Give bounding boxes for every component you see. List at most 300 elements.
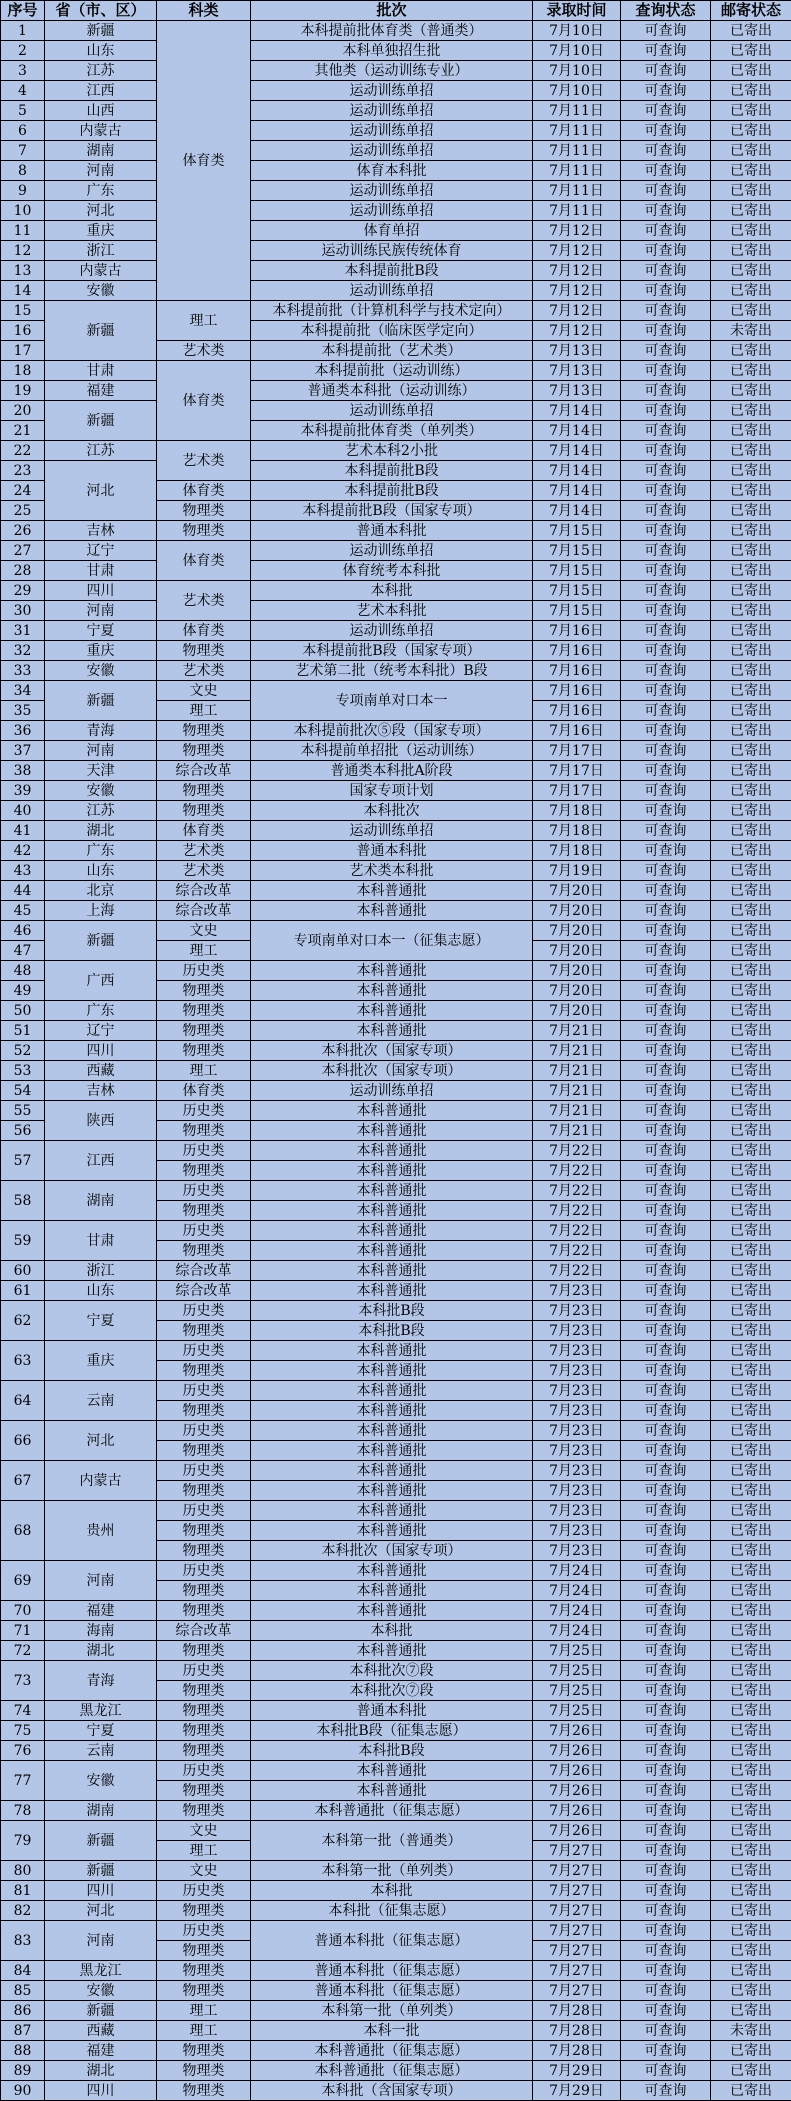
table-row (1, 201, 791, 221)
query-status-cell: 可查询 (621, 1581, 711, 1601)
mail-status-cell: 已寄出 (711, 1761, 791, 1781)
mail-status-cell: 已寄出 (711, 1041, 791, 1061)
province-cell: 青海 (45, 721, 157, 741)
category-cell: 综合改革 (157, 1261, 251, 1281)
query-status-cell: 可查询 (621, 1121, 711, 1141)
category-cell: 综合改革 (157, 1621, 251, 1641)
category-cell: 历史类 (157, 1181, 251, 1201)
query-status-cell: 可查询 (621, 1501, 711, 1521)
query-status-cell: 可查询 (621, 861, 711, 881)
batch-cell: 本科提前批B段 (251, 461, 533, 481)
batch-cell: 本科批次⑦段 (251, 1681, 533, 1701)
admit-time-cell: 7月22日 (533, 1161, 621, 1181)
batch-cell: 本科普通批 (251, 1161, 533, 1181)
mail-status-cell: 已寄出 (711, 481, 791, 501)
table-row (1, 301, 791, 321)
province-cell: 云南 (45, 1381, 157, 1421)
mail-status-cell: 已寄出 (711, 441, 791, 461)
admit-time-cell: 7月27日 (533, 1841, 621, 1861)
province-cell: 甘肃 (45, 361, 157, 381)
batch-cell: 本科普通批 (251, 1361, 533, 1381)
admit-time-cell: 7月23日 (533, 1521, 621, 1541)
category-cell: 历史类 (157, 1881, 251, 1901)
row-number: 24 (1, 481, 45, 501)
province-cell: 甘肃 (45, 561, 157, 581)
province-cell: 新疆 (45, 1821, 157, 1861)
admit-time-cell: 7月21日 (533, 1041, 621, 1061)
row-number: 19 (1, 381, 45, 401)
query-status-cell: 可查询 (621, 281, 711, 301)
category-cell: 文史 (157, 1861, 251, 1881)
mail-status-cell: 已寄出 (711, 1921, 791, 1941)
row-number: 38 (1, 761, 45, 781)
category-cell: 历史类 (157, 1561, 251, 1581)
province-cell: 广东 (45, 1001, 157, 1021)
batch-cell: 本科普通批 (251, 1201, 533, 1221)
province-cell: 福建 (45, 1601, 157, 1621)
province-cell: 山东 (45, 41, 157, 61)
province-cell: 西藏 (45, 2021, 157, 2041)
province-cell: 天津 (45, 761, 157, 781)
mail-status-cell: 已寄出 (711, 361, 791, 381)
query-status-cell: 可查询 (621, 1541, 711, 1561)
mail-status-cell: 已寄出 (711, 2061, 791, 2081)
query-status-cell: 可查询 (621, 1441, 711, 1461)
row-number: 42 (1, 841, 45, 861)
batch-cell: 本科普通批 (251, 1261, 533, 1281)
admit-time-cell: 7月23日 (533, 1541, 621, 1561)
table-row (1, 2061, 791, 2081)
province-cell: 宁夏 (45, 1301, 157, 1341)
mail-status-cell: 已寄出 (711, 581, 791, 601)
admit-time-cell: 7月10日 (533, 21, 621, 41)
query-status-cell: 可查询 (621, 1161, 711, 1181)
mail-status-cell: 已寄出 (711, 1621, 791, 1641)
mail-status-cell: 已寄出 (711, 1201, 791, 1221)
batch-cell: 本科普通批 (251, 1121, 533, 1141)
admit-time-cell: 7月28日 (533, 2021, 621, 2041)
admit-time-cell: 7月23日 (533, 1421, 621, 1441)
admit-time-cell: 7月26日 (533, 1801, 621, 1821)
header-mail-status: 邮寄状态 (711, 1, 791, 21)
admit-time-cell: 7月12日 (533, 221, 621, 241)
batch-cell: 本科提前批B段 (251, 261, 533, 281)
row-number: 53 (1, 1061, 45, 1081)
batch-cell: 本科提前批体育类（普通类） (251, 21, 533, 41)
row-number: 79 (1, 1821, 45, 1861)
mail-status-cell: 已寄出 (711, 521, 791, 541)
row-number: 32 (1, 641, 45, 661)
batch-cell: 体育单招 (251, 221, 533, 241)
province-cell: 四川 (45, 1041, 157, 1061)
row-number: 84 (1, 1961, 45, 1981)
province-cell: 广东 (45, 841, 157, 861)
category-cell: 艺术类 (157, 581, 251, 621)
admit-time-cell: 7月14日 (533, 441, 621, 461)
admit-time-cell: 7月24日 (533, 1581, 621, 1601)
category-cell: 体育类 (157, 1081, 251, 1101)
category-cell: 物理类 (157, 1941, 251, 1961)
row-number: 26 (1, 521, 45, 541)
batch-cell: 本科提前批B段 (251, 481, 533, 501)
province-cell: 河南 (45, 601, 157, 621)
mail-status-cell: 已寄出 (711, 841, 791, 861)
mail-status-cell: 已寄出 (711, 1461, 791, 1481)
province-cell: 福建 (45, 2041, 157, 2061)
row-number: 85 (1, 1981, 45, 2001)
mail-status-cell: 已寄出 (711, 1101, 791, 1121)
query-status-cell: 可查询 (621, 961, 711, 981)
table-row (1, 1061, 791, 1081)
batch-cell: 国家专项计划 (251, 781, 533, 801)
mail-status-cell: 已寄出 (711, 241, 791, 261)
query-status-cell: 可查询 (621, 1741, 711, 1761)
province-cell: 内蒙古 (45, 1461, 157, 1501)
mail-status-cell: 已寄出 (711, 1581, 791, 1601)
mail-status-cell: 已寄出 (711, 1941, 791, 1961)
table-row (1, 1621, 791, 1641)
table-row (1, 1921, 791, 1941)
category-cell: 历史类 (157, 1661, 251, 1681)
batch-cell: 本科提前批（艺术类） (251, 341, 533, 361)
admit-time-cell: 7月11日 (533, 201, 621, 221)
mail-status-cell: 已寄出 (711, 721, 791, 741)
batch-cell: 本科普通批 (251, 1761, 533, 1781)
admit-time-cell: 7月17日 (533, 741, 621, 761)
query-status-cell: 可查询 (621, 1621, 711, 1641)
province-cell: 河北 (45, 1421, 157, 1461)
admit-time-cell: 7月19日 (533, 861, 621, 881)
province-cell: 浙江 (45, 1261, 157, 1281)
admit-time-cell: 7月15日 (533, 541, 621, 561)
batch-cell: 本科普通批 (251, 1561, 533, 1581)
table-row (1, 381, 791, 401)
table-row (1, 261, 791, 281)
table-row (1, 921, 791, 941)
admit-time-cell: 7月18日 (533, 841, 621, 861)
batch-cell: 本科第一批（单列类） (251, 1861, 533, 1881)
query-status-cell: 可查询 (621, 1781, 711, 1801)
row-number: 67 (1, 1461, 45, 1501)
admit-time-cell: 7月15日 (533, 521, 621, 541)
batch-cell: 运动训练单招 (251, 401, 533, 421)
province-cell: 四川 (45, 581, 157, 601)
admit-time-cell: 7月10日 (533, 61, 621, 81)
query-status-cell: 可查询 (621, 1941, 711, 1961)
batch-cell: 普通类本科批（运动训练） (251, 381, 533, 401)
admit-time-cell: 7月22日 (533, 1181, 621, 1201)
mail-status-cell: 已寄出 (711, 861, 791, 881)
query-status-cell: 可查询 (621, 2061, 711, 2081)
mail-status-cell: 已寄出 (711, 881, 791, 901)
table-row (1, 1281, 791, 1301)
query-status-cell: 可查询 (621, 1381, 711, 1401)
province-cell: 河南 (45, 161, 157, 181)
province-cell: 河北 (45, 461, 157, 521)
mail-status-cell: 已寄出 (711, 701, 791, 721)
table-row (1, 241, 791, 261)
category-cell: 历史类 (157, 1461, 251, 1481)
query-status-cell: 可查询 (621, 601, 711, 621)
province-cell: 湖南 (45, 1801, 157, 1821)
admit-time-cell: 7月12日 (533, 321, 621, 341)
category-cell: 物理类 (157, 1641, 251, 1661)
mail-status-cell: 已寄出 (711, 461, 791, 481)
row-number: 80 (1, 1861, 45, 1881)
batch-cell: 本科提前批（临床医学定向） (251, 321, 533, 341)
province-cell: 山东 (45, 1281, 157, 1301)
query-status-cell: 可查询 (621, 561, 711, 581)
category-cell: 物理类 (157, 1581, 251, 1601)
province-cell: 江苏 (45, 441, 157, 461)
admit-time-cell: 7月23日 (533, 1461, 621, 1481)
mail-status-cell: 已寄出 (711, 1781, 791, 1801)
query-status-cell: 可查询 (621, 181, 711, 201)
province-cell: 河南 (45, 1561, 157, 1601)
table-row (1, 901, 791, 921)
batch-cell: 专项南单对口本一 (251, 681, 533, 721)
row-number: 58 (1, 1181, 45, 1221)
row-number: 6 (1, 121, 45, 141)
query-status-cell: 可查询 (621, 881, 711, 901)
row-number: 63 (1, 1341, 45, 1381)
table-row (1, 1801, 791, 1821)
mail-status-cell: 已寄出 (711, 181, 791, 201)
query-status-cell: 可查询 (621, 1641, 711, 1661)
admit-time-cell: 7月28日 (533, 2041, 621, 2061)
query-status-cell: 可查询 (621, 141, 711, 161)
table-row (1, 641, 791, 661)
table-row (1, 1261, 791, 1281)
row-number: 18 (1, 361, 45, 381)
query-status-cell: 可查询 (621, 1921, 711, 1941)
batch-cell: 本科提前批B段（国家专项） (251, 641, 533, 661)
category-cell: 物理类 (157, 1001, 251, 1021)
row-number: 48 (1, 961, 45, 981)
category-cell: 理工 (157, 701, 251, 721)
row-number: 76 (1, 1741, 45, 1761)
row-number: 33 (1, 661, 45, 681)
province-cell: 新疆 (45, 301, 157, 361)
admit-time-cell: 7月16日 (533, 681, 621, 701)
admit-time-cell: 7月11日 (533, 121, 621, 141)
row-number: 50 (1, 1001, 45, 1021)
query-status-cell: 可查询 (621, 501, 711, 521)
table-row (1, 1101, 791, 1121)
admit-time-cell: 7月16日 (533, 721, 621, 741)
admit-time-cell: 7月21日 (533, 1021, 621, 1041)
mail-status-cell: 已寄出 (711, 1561, 791, 1581)
table-body (1, 21, 791, 2101)
table-row (1, 41, 791, 61)
query-status-cell: 可查询 (621, 441, 711, 461)
category-cell: 物理类 (157, 1521, 251, 1541)
admit-time-cell: 7月20日 (533, 941, 621, 961)
row-number: 9 (1, 181, 45, 201)
admit-time-cell: 7月12日 (533, 301, 621, 321)
query-status-cell: 可查询 (621, 1521, 711, 1541)
row-number: 61 (1, 1281, 45, 1301)
mail-status-cell: 已寄出 (711, 901, 791, 921)
category-cell: 物理类 (157, 721, 251, 741)
admit-time-cell: 7月20日 (533, 881, 621, 901)
mail-status-cell: 已寄出 (711, 2001, 791, 2021)
batch-cell: 本科普通批 (251, 1401, 533, 1421)
province-cell: 安徽 (45, 781, 157, 801)
batch-cell: 本科提前单招批（运动训练） (251, 741, 533, 761)
batch-cell: 本科普通批 (251, 961, 533, 981)
mail-status-cell: 已寄出 (711, 1661, 791, 1681)
mail-status-cell: 已寄出 (711, 21, 791, 41)
mail-status-cell: 已寄出 (711, 61, 791, 81)
admit-time-cell: 7月20日 (533, 1001, 621, 1021)
mail-status-cell: 已寄出 (711, 801, 791, 821)
row-number: 89 (1, 2061, 45, 2081)
admit-time-cell: 7月27日 (533, 1981, 621, 2001)
admit-time-cell: 7月10日 (533, 41, 621, 61)
mail-status-cell: 已寄出 (711, 1521, 791, 1541)
row-number: 46 (1, 921, 45, 941)
row-number: 62 (1, 1301, 45, 1341)
batch-cell: 本科提前批（运动训练） (251, 361, 533, 381)
category-cell: 物理类 (157, 781, 251, 801)
query-status-cell: 可查询 (621, 1281, 711, 1301)
table-row (1, 881, 791, 901)
mail-status-cell: 已寄出 (711, 1481, 791, 1501)
query-status-cell: 可查询 (621, 681, 711, 701)
category-cell: 物理类 (157, 1241, 251, 1261)
province-cell: 山东 (45, 861, 157, 881)
query-status-cell: 可查询 (621, 481, 711, 501)
mail-status-cell: 已寄出 (711, 761, 791, 781)
batch-cell: 本科提前批（计算机科学与技术定向） (251, 301, 533, 321)
row-number: 45 (1, 901, 45, 921)
category-cell: 物理类 (157, 2081, 251, 2101)
row-number: 8 (1, 161, 45, 181)
batch-cell: 本科普通批 (251, 1461, 533, 1481)
batch-cell: 本科普通批 (251, 1101, 533, 1121)
row-number: 86 (1, 2001, 45, 2021)
table-row (1, 721, 791, 741)
category-cell: 综合改革 (157, 1281, 251, 1301)
admit-time-cell: 7月24日 (533, 1601, 621, 1621)
query-status-cell: 可查询 (621, 321, 711, 341)
query-status-cell: 可查询 (621, 461, 711, 481)
mail-status-cell: 已寄出 (711, 541, 791, 561)
batch-cell: 艺术类本科批 (251, 861, 533, 881)
mail-status-cell: 已寄出 (711, 1121, 791, 1141)
mail-status-cell: 已寄出 (711, 501, 791, 521)
admit-time-cell: 7月14日 (533, 421, 621, 441)
row-number: 74 (1, 1701, 45, 1721)
province-cell: 河南 (45, 741, 157, 761)
query-status-cell: 可查询 (621, 81, 711, 101)
province-cell: 新疆 (45, 921, 157, 961)
category-cell: 文史 (157, 921, 251, 941)
query-status-cell: 可查询 (621, 1141, 711, 1161)
row-number: 73 (1, 1661, 45, 1701)
table-row (1, 1381, 791, 1401)
query-status-cell: 可查询 (621, 21, 711, 41)
admit-time-cell: 7月13日 (533, 381, 621, 401)
query-status-cell: 可查询 (621, 1241, 711, 1261)
query-status-cell: 可查询 (621, 221, 711, 241)
row-number: 78 (1, 1801, 45, 1821)
province-cell: 甘肃 (45, 1221, 157, 1261)
category-cell: 艺术类 (157, 661, 251, 681)
row-number: 41 (1, 821, 45, 841)
row-number: 10 (1, 201, 45, 221)
batch-cell: 本科普通批 (251, 1501, 533, 1521)
province-cell: 吉林 (45, 521, 157, 541)
row-number: 36 (1, 721, 45, 741)
mail-status-cell: 已寄出 (711, 1021, 791, 1041)
row-number: 5 (1, 101, 45, 121)
province-cell: 江西 (45, 81, 157, 101)
mail-status-cell: 已寄出 (711, 81, 791, 101)
mail-status-cell: 已寄出 (711, 1641, 791, 1661)
table-row (1, 401, 791, 421)
admit-time-cell: 7月27日 (533, 1901, 621, 1921)
table-row (1, 2081, 791, 2101)
batch-cell: 艺术本科批 (251, 601, 533, 621)
category-cell: 体育类 (157, 481, 251, 501)
table-row (1, 2021, 791, 2041)
row-number: 16 (1, 321, 45, 341)
query-status-cell: 可查询 (621, 1301, 711, 1321)
admit-time-cell: 7月24日 (533, 1561, 621, 1581)
province-cell: 上海 (45, 901, 157, 921)
province-cell: 云南 (45, 1741, 157, 1761)
batch-cell: 本科批次（国家专项） (251, 1061, 533, 1081)
query-status-cell: 可查询 (621, 361, 711, 381)
category-cell: 物理类 (157, 1401, 251, 1421)
row-number: 55 (1, 1101, 45, 1121)
batch-cell: 运动训练单招 (251, 121, 533, 141)
admit-time-cell: 7月20日 (533, 901, 621, 921)
table-row (1, 181, 791, 201)
query-status-cell: 可查询 (621, 1001, 711, 1021)
mail-status-cell: 已寄出 (711, 1281, 791, 1301)
table-row (1, 801, 791, 821)
category-cell: 物理类 (157, 2041, 251, 2061)
province-cell: 广西 (45, 961, 157, 1001)
table-row (1, 441, 791, 461)
query-status-cell: 可查询 (621, 1261, 711, 1281)
category-cell: 物理类 (157, 1121, 251, 1141)
batch-cell: 本科提前批体育类（单列类） (251, 421, 533, 441)
admit-time-cell: 7月24日 (533, 1621, 621, 1641)
query-status-cell: 可查询 (621, 2041, 711, 2061)
table-row (1, 461, 791, 481)
mail-status-cell: 已寄出 (711, 1381, 791, 1401)
batch-cell: 体育统考本科批 (251, 561, 533, 581)
batch-cell: 普通本科批（征集志愿） (251, 1921, 533, 1961)
batch-cell: 普通本科批（征集志愿） (251, 1961, 533, 1981)
query-status-cell: 可查询 (621, 581, 711, 601)
admit-time-cell: 7月10日 (533, 81, 621, 101)
category-cell: 物理类 (157, 1041, 251, 1061)
query-status-cell: 可查询 (621, 401, 711, 421)
admit-time-cell: 7月12日 (533, 261, 621, 281)
row-number: 4 (1, 81, 45, 101)
row-number: 28 (1, 561, 45, 581)
table-row (1, 581, 791, 601)
admit-time-cell: 7月20日 (533, 961, 621, 981)
table-row (1, 1601, 791, 1621)
table-row (1, 681, 791, 701)
batch-cell: 普通本科批 (251, 1701, 533, 1721)
